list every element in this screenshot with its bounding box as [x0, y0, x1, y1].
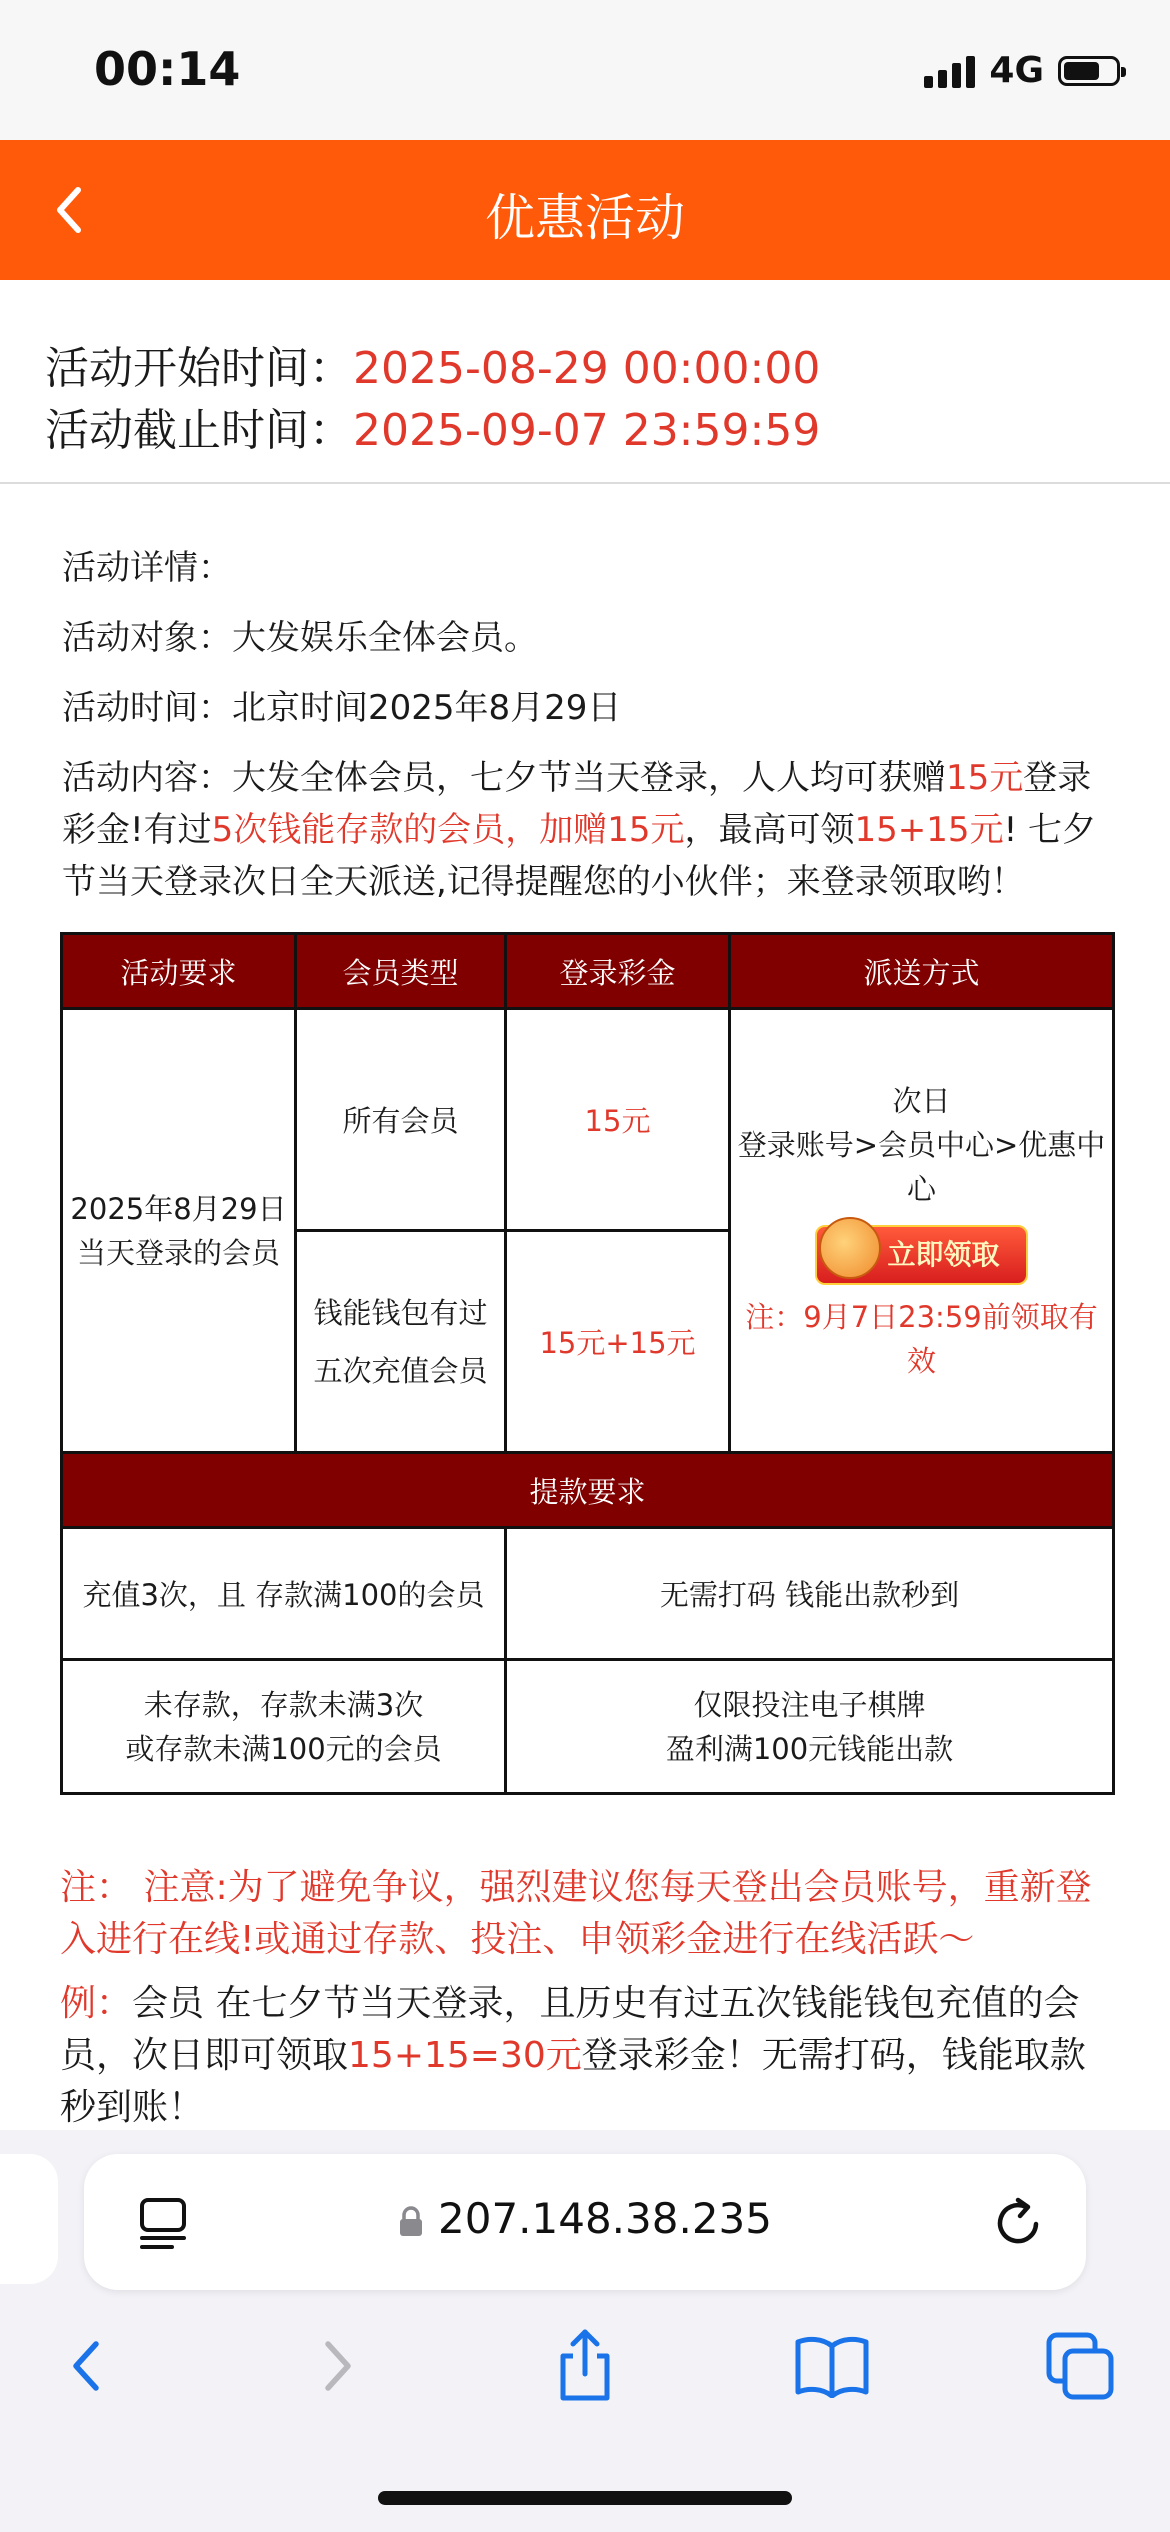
content-highlight: 15+15元	[854, 810, 1004, 850]
browser-toolbar	[0, 2326, 1170, 2446]
details-heading: 活动详情：	[62, 548, 232, 588]
member-type-cell: 钱能钱包有过五次充值会员	[296, 1231, 506, 1453]
withdraw-rule	[506, 1660, 1114, 1794]
delivery-day: 次日	[892, 1083, 951, 1118]
divider	[0, 482, 1170, 484]
table-header: 会员类型	[296, 934, 506, 1009]
lock-icon	[398, 2206, 424, 2238]
bonus-cell: 15元	[506, 1009, 730, 1231]
home-indicator	[378, 2491, 792, 2505]
promo-table	[60, 932, 1115, 1795]
status-time: 00:14	[94, 42, 241, 96]
network-type: 4G	[989, 50, 1044, 91]
page-content[interactable]	[0, 280, 1170, 2130]
status-indicators	[924, 50, 1120, 91]
table-row	[62, 1528, 1114, 1660]
example-highlight: 15+15=30元	[348, 2035, 582, 2076]
status-bar	[0, 0, 1170, 140]
url-text: 207.148.38.235	[438, 2194, 772, 2243]
claim-now-button[interactable]	[815, 1225, 1027, 1285]
table-row	[62, 1009, 1114, 1231]
bonus-cell: 15元+15元	[506, 1231, 730, 1453]
app-header	[0, 140, 1170, 280]
signal-icon	[924, 54, 975, 88]
activity-times	[0, 280, 1170, 462]
start-time-value: 2025-08-29 00:00:00	[353, 343, 821, 394]
share-button[interactable]	[545, 2326, 625, 2406]
battery-icon	[1058, 56, 1120, 86]
details-target: 活动对象：大发娱乐全体会员。	[62, 618, 538, 658]
tabs-icon	[1045, 2331, 1115, 2401]
condition-line: 未存款，存款未满3次	[143, 1687, 424, 1722]
table-header: 活动要求	[62, 934, 296, 1009]
page-title: 优惠活动	[485, 189, 685, 247]
withdraw-header: 提款要求	[62, 1453, 1114, 1528]
claim-button-label: 立即领取	[887, 1237, 1000, 1271]
start-time-label: 活动开始时间：	[45, 343, 353, 394]
rule-line: 仅限投注电子棋牌	[693, 1687, 926, 1722]
delivery-note: 注：9月7日23:59前领取有效	[745, 1299, 1098, 1378]
table-header: 登录彩金	[506, 934, 730, 1009]
notice-text: 注： 注意:为了避免争议，强烈建议您每天登出会员账号，重新登入进行在线!或通过存款、投注、申领彩金进行在线活跃～	[60, 1867, 1092, 1960]
condition-line: 或存款未满100元的会员	[125, 1731, 442, 1766]
tabs-button[interactable]	[1040, 2326, 1120, 2406]
url-display[interactable]	[84, 2194, 1086, 2243]
example-body: 登录彩金！无需打码，钱能取款秒到账！	[60, 2035, 1086, 2128]
browser-forward-button[interactable]	[298, 2326, 378, 2406]
requirement-cell: 2025年8月29日当天登录的会员	[62, 1009, 296, 1453]
chevron-left-icon	[66, 2336, 106, 2396]
notes-section	[60, 1862, 1120, 2130]
mascot-icon	[819, 1217, 881, 1279]
content-text: ! 七夕节当天登录次日全天派送,记得提醒您的小伙伴；来登录领取哟！	[62, 810, 1096, 902]
reload-icon[interactable]	[986, 2190, 1050, 2254]
details-content	[62, 752, 1117, 908]
delivery-path: 登录账号>会员中心>优惠中心	[737, 1127, 1106, 1206]
withdraw-condition: 充值3次，且 存款满100的会员	[62, 1528, 506, 1660]
content-text: ，最高可领	[684, 810, 855, 850]
share-icon	[553, 2328, 617, 2404]
browser-back-button[interactable]	[46, 2326, 126, 2406]
delivery-cell	[730, 1009, 1114, 1453]
previous-tab-preview[interactable]	[0, 2154, 58, 2284]
withdraw-header-row	[62, 1453, 1114, 1528]
activity-details	[62, 542, 1117, 926]
example-label: 例：	[60, 1983, 133, 2024]
content-highlight: 15元	[946, 758, 1024, 798]
example-text	[60, 1978, 1120, 2130]
end-time-label: 活动截止时间：	[45, 405, 353, 456]
content-text: 活动内容：大发全体会员，七夕节当天登录，人人均可获赠	[62, 758, 946, 798]
browser-chrome	[0, 2130, 1170, 2532]
content-text: 登录彩金!有过	[62, 758, 1092, 850]
table-header: 派送方式	[730, 934, 1114, 1009]
example-body: 会员 在七夕节当天登录，且历史有过五次钱能钱包充值的会员，次日即可领取	[60, 1983, 1080, 2076]
details-time: 活动时间：北京时间2025年8月29日	[62, 688, 622, 728]
content-highlight: 5次钱能存款的会员，加赠15元	[211, 810, 685, 850]
table-header-row	[62, 934, 1114, 1009]
withdraw-rule: 无需打码 钱能出款秒到	[506, 1528, 1114, 1660]
end-time-row	[45, 400, 1170, 462]
withdraw-condition	[62, 1660, 506, 1794]
end-time-value: 2025-09-07 23:59:59	[353, 405, 821, 456]
bookmarks-button[interactable]	[792, 2326, 872, 2406]
address-bar[interactable]	[84, 2154, 1086, 2290]
book-icon	[794, 2334, 870, 2398]
chevron-right-icon	[318, 2336, 358, 2396]
table-row	[62, 1660, 1114, 1794]
rule-line: 盈利满100元钱能出款	[665, 1731, 954, 1766]
member-type-cell: 所有会员	[296, 1009, 506, 1231]
start-time-row	[45, 338, 1170, 400]
